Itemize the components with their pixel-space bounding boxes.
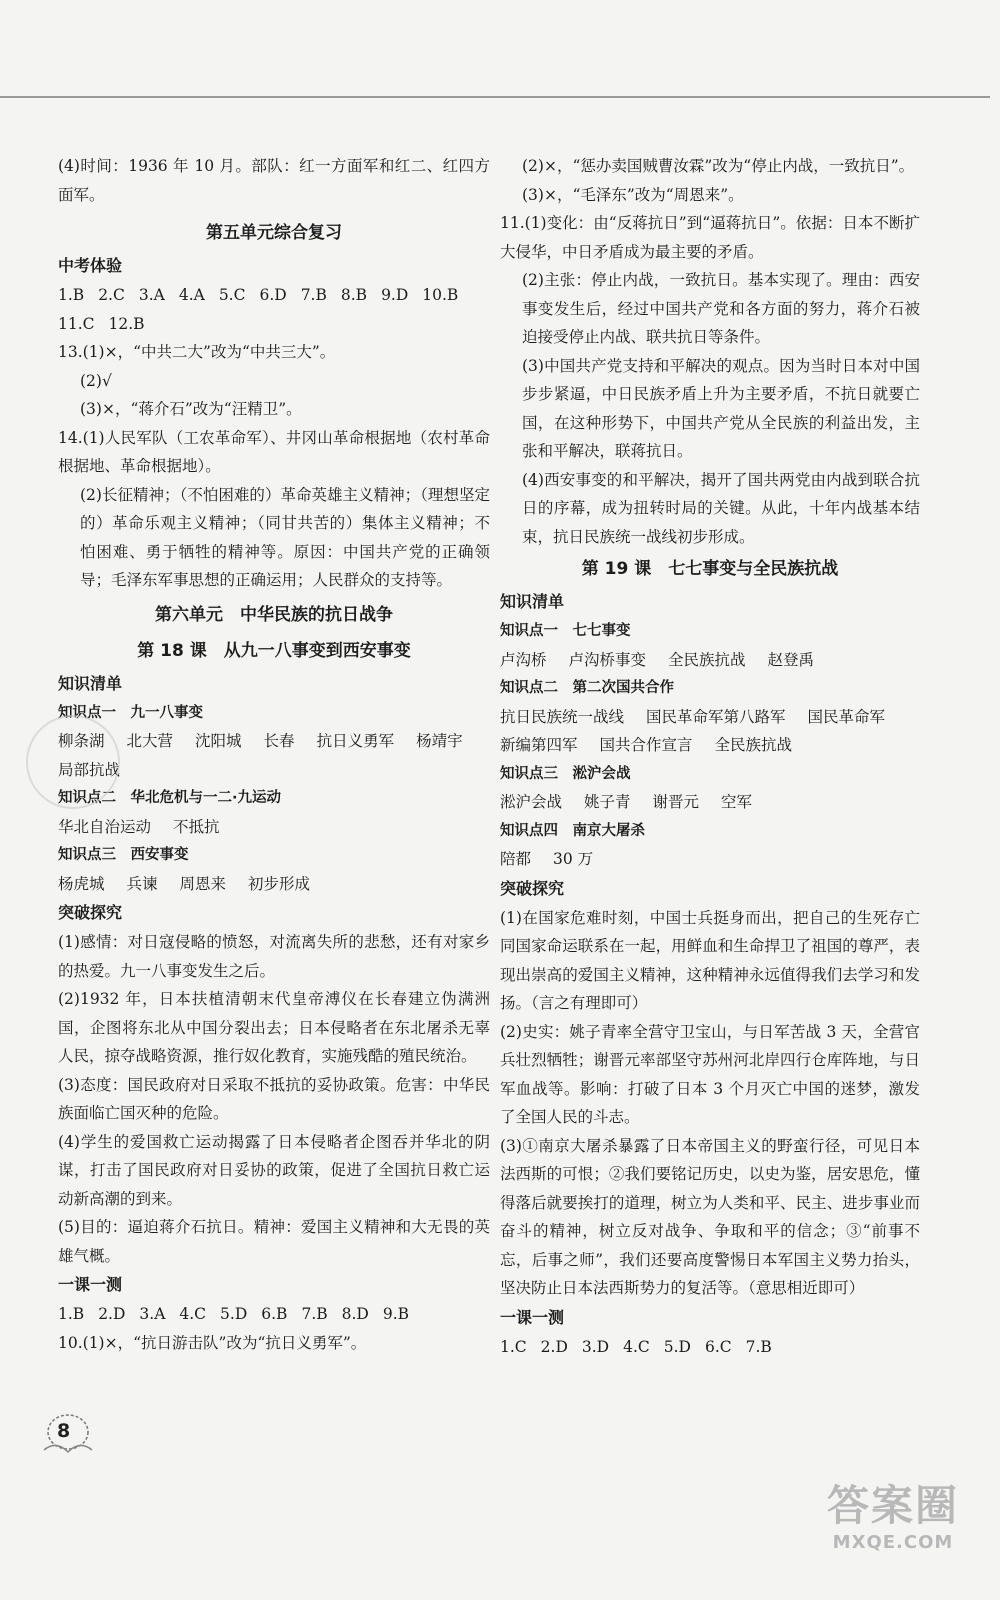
stamp-decoration bbox=[26, 715, 120, 809]
zhongkao-title: 中考体验 bbox=[58, 256, 123, 275]
kp2-title-right: 知识点二 第二次国共合作 bbox=[500, 680, 674, 696]
left-column bbox=[58, 152, 490, 1357]
tupo-3: (3)态度：国民政府对日采取不抵抗的妥协政策。危害：中华民族面临亡国灭种的危险。 bbox=[58, 1075, 490, 1122]
unit6-title: 第六单元 中华民族的抗日战争 bbox=[155, 604, 393, 625]
top-rule bbox=[0, 96, 990, 98]
kp2-title: 知识点二 华北危机与一二·九运动 bbox=[58, 790, 282, 806]
zhongkao-answers-row1: 1.B 2.C 3.A 4.A 5.C 6.D 7.B 8.B 9.D 10.B bbox=[58, 286, 459, 304]
unit5-title: 第五单元综合复习 bbox=[206, 223, 342, 243]
tupo-3-right: (3)①南京大屠杀暴露了日本帝国主义的野蛮行径，可见日本法西斯的可恨；②我们要铭记历史，以史为鉴，居安思危，懂得落后就要挨打的道理，树立为人类和平、民主、进步事业而奋斗的精神，树立反对战争、争取和平的信念；③“前事不忘，后事之师”，我们还要高度警惕日本军国主义势力抬头，坚决防止日本法西斯势力的复活等。（意思相近即可） bbox=[500, 1136, 920, 1297]
tupo-1-right: (1)在国家危难时刻，中国士兵挺身而出，把自己的生死存亡同国家命运联系在一起，用鲜血和生命捍卫了祖国的尊严，表现出崇高的爱国主义精神，这种精神永远值得我们去学习和发扬。（言之有理即可） bbox=[500, 908, 920, 1012]
kp1-title: 知识点一 九一八事变 bbox=[58, 704, 203, 721]
yike-answers: 1.B 2.D 3.A 4.C 5.D 6.B 7.B 8.D 9.B bbox=[58, 1305, 410, 1323]
q10-part1: 10.(1)×，“抗日游击队”改为“抗日义勇军”。 bbox=[58, 1333, 367, 1352]
tupo-title-right: 突破探究 bbox=[500, 878, 565, 898]
kp3-title-right: 知识点三 淞沪会战 bbox=[500, 765, 631, 782]
kp2-terms-right: 抗日民族统一战线 国民革命军第八路军 国民革命军 bbox=[500, 707, 886, 726]
q11-part2: (2)主张：停止内战，一致抗日。基本实现了。理由：西安事变发生后，经过中国共产党和各方面的努力，蒋介石被迫接受停止内战、联共抗日等条件。 bbox=[522, 271, 920, 346]
kp1-terms-right: 卢沟桥 卢沟桥事变 全民族抗战 赵登禹 bbox=[500, 650, 815, 669]
q10-part2: (2)×，“惩办卖国贼曹汝霖”改为“停止内战，一致抗日”。 bbox=[522, 157, 915, 175]
page-number-badge bbox=[40, 1410, 96, 1458]
lesson18-title: 第 18 课 从九一八事变到西安事变 bbox=[137, 640, 411, 661]
kp2-terms: 华北自治运动 不抵抗 bbox=[58, 817, 220, 836]
kp4-title-right: 知识点四 南京大屠杀 bbox=[500, 822, 645, 839]
q11-part1: 11.(1)变化：由“反蒋抗日”到“逼蒋抗日”。依据：日本不断扩大侵华，中日矛盾成为最主要的矛盾。 bbox=[500, 214, 920, 261]
tupo-1: (1)感情：对日寇侵略的愤怒，对流离失所的悲愁，还有对家乡的热爱。九一八事变发生之后。 bbox=[58, 933, 490, 980]
kp3-terms: 杨虎城 兵谏 周恩来 初步形成 bbox=[58, 874, 311, 893]
intro-text: (4)时间：1936 年 10 月。部队：红一方面军和红二、红四方面军。 bbox=[58, 157, 490, 204]
kp1-terms: 柳条湖 北大营 沈阳城 长春 抗日义勇军 杨靖宇 bbox=[58, 732, 463, 750]
kp3-title: 知识点三 西安事变 bbox=[58, 847, 189, 863]
kp3-terms-right: 淞沪会战 姚子青 谢晋元 空军 bbox=[500, 793, 753, 811]
lesson19-title: 第 19 课 七七事变与全民族抗战 bbox=[581, 559, 839, 579]
tupo-5: (5)目的：逼迫蒋介石抗日。精神：爱国主义精神和大无畏的英雄气概。 bbox=[58, 1218, 490, 1265]
zhongkao-answers-row2: 11.C 12.B bbox=[58, 314, 145, 333]
zhishi-title: 知识清单 bbox=[58, 673, 123, 693]
q14-part1: 14.(1)人民军队（工农革命军）、井冈山革命根据地（农村革命根据地、革命根据地）。 bbox=[58, 428, 490, 475]
tupo-4: (4)学生的爱国救亡运动揭露了日本侵略者企图吞并华北的阴谋，打击了国民政府对日妥协的政策，促进了全国抗日救亡运动新高潮的到来。 bbox=[58, 1132, 490, 1208]
page-number: 8 bbox=[57, 1420, 71, 1442]
q13-part1: 13.(1)×，“中共二大”改为“中共三大”。 bbox=[58, 343, 336, 361]
kp2-terms-right-2: 新编第四军 国共合作宣言 全民族抗战 bbox=[500, 736, 793, 754]
q11-part3: (3)中国共产党支持和平解决的观点。因为当时日本对中国步步紧逼，中日民族矛盾上升为主要矛盾，不抗日就要亡国，在这种形势下，中国共产党从全民族的利益出发，主张和平解决，联蒋抗日。 bbox=[522, 356, 920, 460]
watermark-logo bbox=[808, 1480, 978, 1570]
kp1-terms-2: 局部抗战 bbox=[58, 760, 121, 779]
watermark-url: MXQE.COM bbox=[832, 1532, 954, 1553]
q11-part4: (4)西安事变的和平解决，揭开了国共两党由内战到联合抗日的序幕，成为扭转时局的关键。从此，十年内战基本结束，抗日民族统一战线初步形成。 bbox=[522, 470, 920, 546]
tupo-2-right: (2)史实：姚子青率全营守卫宝山，与日军苦战 3 天，全营官兵壮烈牺牲；谢晋元率部坚守苏州河北岸四行仓库阵地，与日军血战等。影响：打破了日本 3 个月灭亡中国的迷梦，激发了全国人民的斗志。 bbox=[500, 1022, 920, 1126]
tupo-2: (2)1932 年，日本扶植清朝末代皇帝溥仪在长春建立伪满洲国，企图将东北从中国分裂出去；日本侵略者在东北屠杀无辜人民，掠夺战略资源，推行奴化教育，实施残酷的殖民统治。 bbox=[58, 990, 490, 1065]
q13-part3: (3)×，“蒋介石”改为“汪精卫”。 bbox=[80, 400, 302, 418]
q13-part2: (2)√ bbox=[80, 371, 112, 390]
zhishi-title-right: 知识清单 bbox=[500, 592, 565, 611]
kp4-terms-right: 陪都 30 万 bbox=[500, 850, 594, 868]
q14-part2: (2)长征精神；（不怕困难的）革命英雄主义精神；（理想坚定的）革命乐观主义精神；（同甘共苦的）集体主义精神；不怕困难、勇于牺牲的精神等。原因：中国共产党的正确领导；毛泽东军事思想的正确运用；人民群众的支持等。 bbox=[80, 485, 490, 589]
yike-title: 一课一测 bbox=[58, 1275, 123, 1294]
watermark-text: 答案圈 bbox=[826, 1481, 959, 1530]
tupo-title: 突破探究 bbox=[58, 903, 123, 922]
yike-answers-right: 1.C 2.D 3.D 4.C 5.D 6.C 7.B bbox=[500, 1337, 772, 1356]
yike-title-right: 一课一测 bbox=[500, 1307, 565, 1327]
right-column bbox=[500, 152, 920, 1361]
q10-part3: (3)×，“毛泽东”改为“周恩来”。 bbox=[522, 185, 744, 204]
kp1-title-right: 知识点一 七七事变 bbox=[500, 623, 631, 639]
